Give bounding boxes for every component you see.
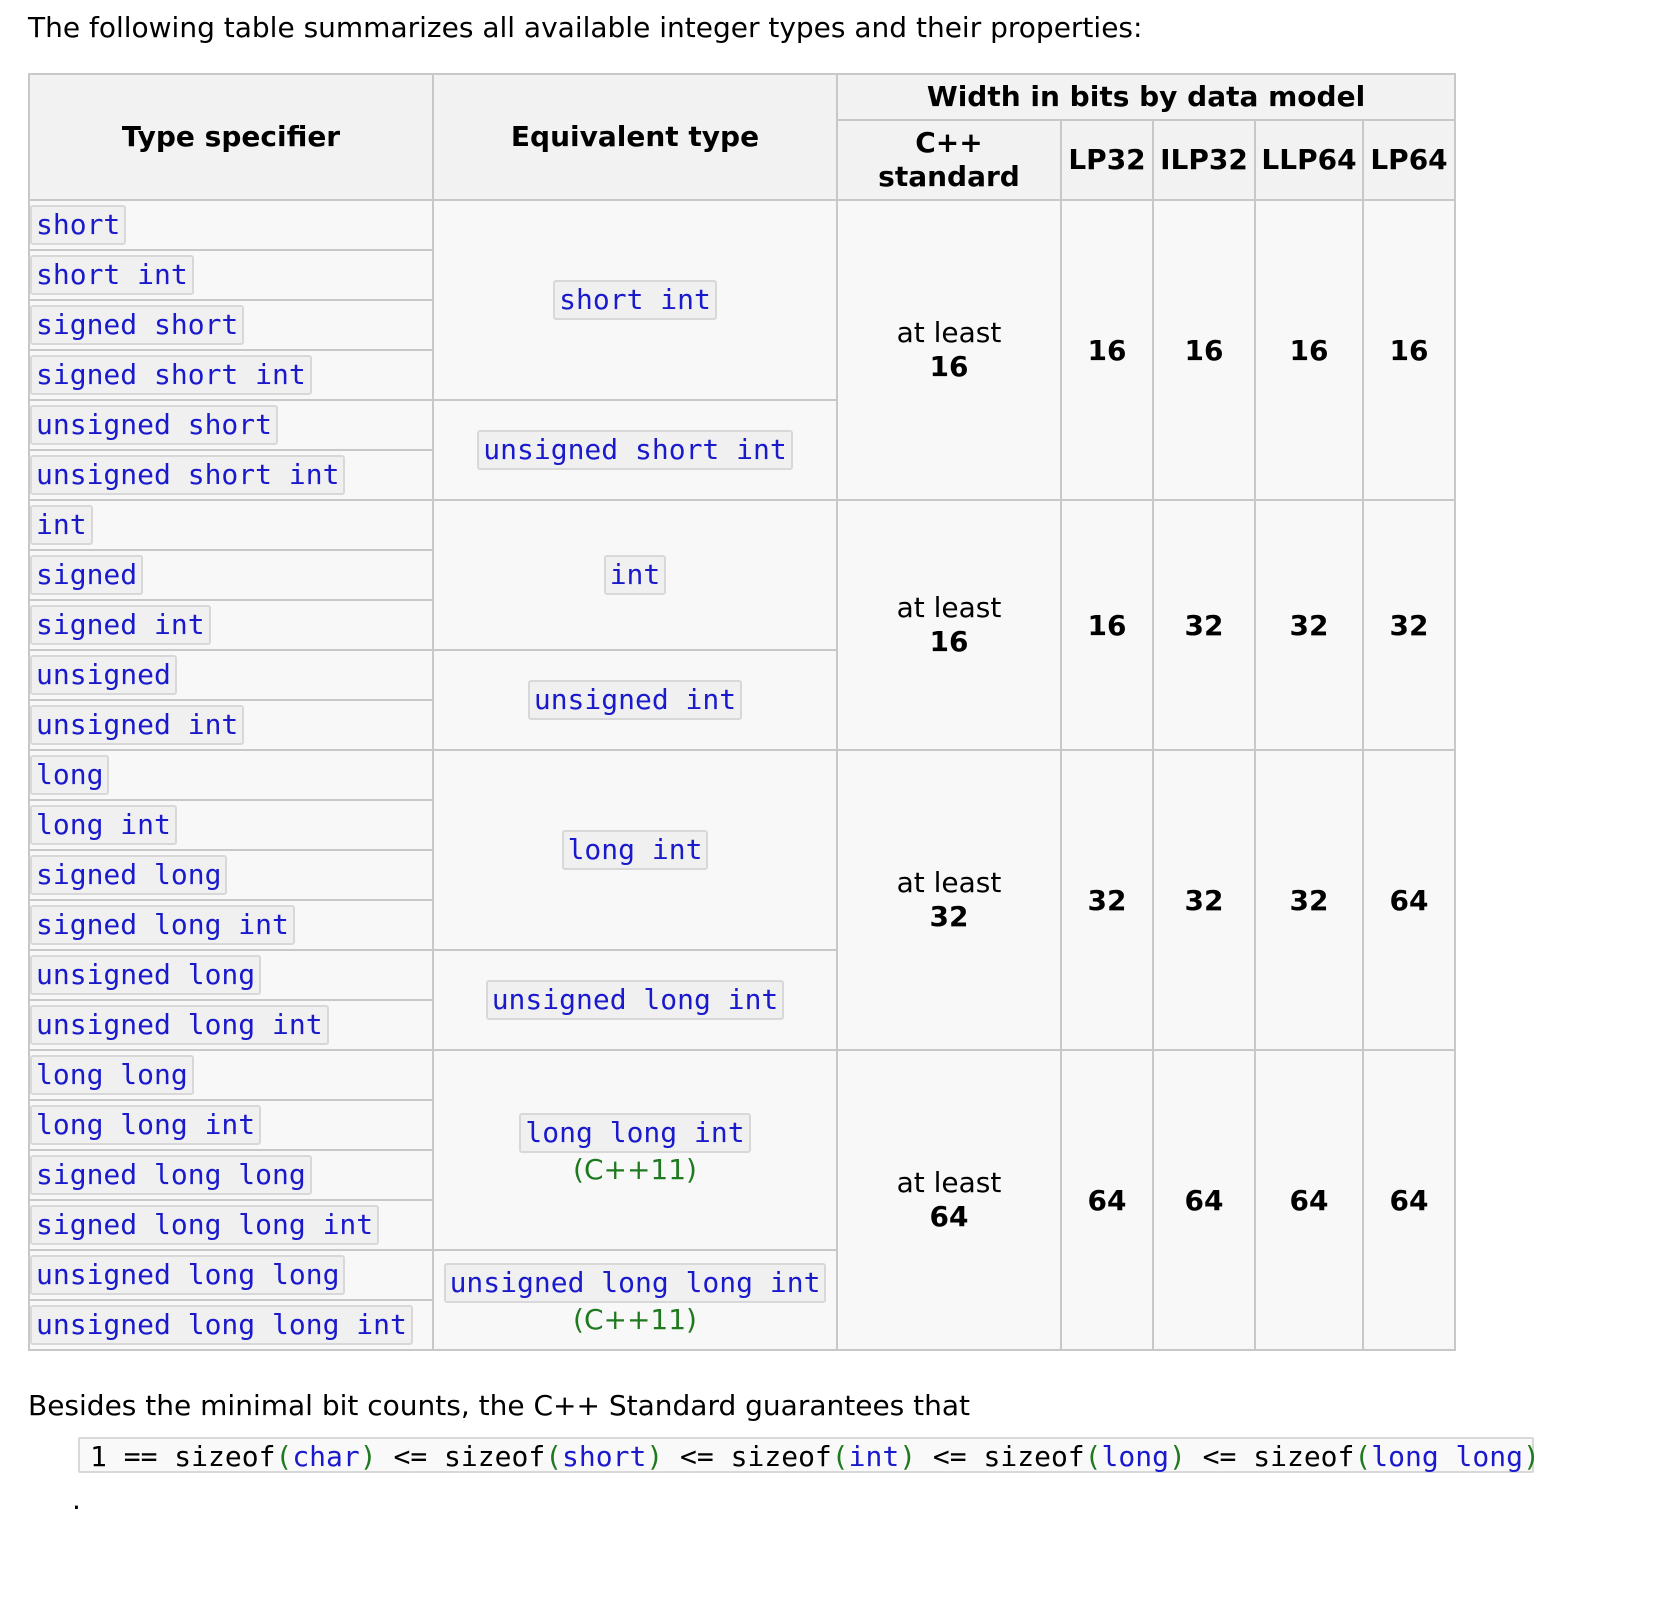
equivalent-type-link[interactable]: unsigned short int: [477, 430, 792, 470]
type-specifier-link[interactable]: int: [30, 505, 93, 545]
header-type-specifier: Type specifier: [29, 74, 433, 200]
width-lp64-cell: 16: [1363, 200, 1455, 500]
type-specifier-link[interactable]: short: [30, 205, 126, 245]
integer-types-table: [28, 73, 1456, 1351]
type-specifier-cell: [29, 900, 433, 950]
cpp-standard-width-cell: [837, 200, 1061, 500]
equivalent-type-link[interactable]: short int: [553, 280, 717, 320]
type-specifier-cell: [29, 750, 433, 800]
equivalent-type-cell: [433, 400, 837, 500]
code-paren: (: [831, 1440, 849, 1473]
width-llp64-cell: 32: [1255, 500, 1363, 750]
type-specifier-link[interactable]: unsigned short int: [30, 455, 345, 495]
code-paren: (: [275, 1440, 293, 1473]
type-specifier-link[interactable]: signed: [30, 555, 143, 595]
code-operator: <= sizeof: [663, 1440, 832, 1473]
code-paren: ): [899, 1440, 917, 1473]
trailing-period: .: [72, 1483, 81, 1516]
minimum-bits-value: 64: [929, 1200, 969, 1233]
equivalent-type-cell: [433, 1250, 837, 1350]
type-specifier-link[interactable]: long int: [30, 805, 177, 845]
code-operator: 1: [90, 1440, 124, 1473]
code-operator: sizeof: [157, 1440, 276, 1473]
type-specifier-link[interactable]: signed long: [30, 855, 227, 895]
equivalent-type-cell: [433, 650, 837, 750]
code-paren: (: [545, 1440, 563, 1473]
width-llp64-cell: 16: [1255, 200, 1363, 500]
type-specifier-cell: [29, 300, 433, 350]
type-specifier-cell: [29, 600, 433, 650]
code-operator: ==: [123, 1440, 158, 1473]
type-specifier-link[interactable]: long long int: [30, 1105, 261, 1145]
code-paren: (: [1084, 1440, 1102, 1473]
code-paren: (: [1354, 1440, 1372, 1473]
type-specifier-link[interactable]: unsigned long long: [30, 1255, 345, 1295]
type-specifier-link[interactable]: signed long long int: [30, 1205, 379, 1245]
type-specifier-cell: [29, 650, 433, 700]
type-specifier-cell: [29, 850, 433, 900]
type-specifier-cell: [29, 550, 433, 600]
type-specifier-link[interactable]: signed long int: [30, 905, 295, 945]
type-specifier-link[interactable]: long: [30, 755, 109, 795]
standard-version-note[interactable]: (C++11): [573, 1303, 697, 1336]
type-specifier-cell: [29, 1050, 433, 1100]
at-least-label: at least: [896, 591, 1002, 624]
table-row: [29, 1050, 1455, 1100]
type-specifier-cell: [29, 250, 433, 300]
code-keyword[interactable]: long: [1101, 1440, 1169, 1473]
equivalent-type-cell: [433, 200, 837, 400]
code-keyword[interactable]: char: [292, 1440, 360, 1473]
at-least-label: at least: [896, 1166, 1002, 1199]
header-cpp-standard-line1: C++: [915, 126, 983, 159]
type-specifier-cell: [29, 1100, 433, 1150]
table-row: [29, 750, 1455, 800]
type-specifier-cell: [29, 700, 433, 750]
type-specifier-cell: [29, 350, 433, 400]
code-paren: ): [359, 1440, 377, 1473]
minimum-bits-value: 16: [929, 350, 969, 383]
header-equivalent-type: Equivalent type: [433, 74, 837, 200]
code-keyword[interactable]: short: [562, 1440, 647, 1473]
code-operator: <= sizeof: [1185, 1440, 1355, 1473]
code-operator: <= sizeof: [916, 1440, 1085, 1473]
width-lp64-cell: 32: [1363, 500, 1455, 750]
header-ilp32: ILP32: [1153, 120, 1255, 200]
type-specifier-link[interactable]: signed short: [30, 305, 244, 345]
type-specifier-cell: [29, 800, 433, 850]
equivalent-type-link[interactable]: unsigned long int: [486, 980, 785, 1020]
table-row: [29, 200, 1455, 250]
width-llp64-cell: 32: [1255, 750, 1363, 1050]
sizeof-guarantee-code: [78, 1437, 1540, 1473]
equivalent-type-link[interactable]: int: [604, 555, 667, 595]
header-cpp-standard: [837, 120, 1061, 200]
equivalent-type-cell: [433, 1050, 837, 1250]
type-specifier-cell: [29, 1000, 433, 1050]
cpp-standard-width-cell: [837, 1050, 1061, 1350]
equivalent-type-link[interactable]: long int: [562, 830, 709, 870]
equivalent-type-cell: [433, 950, 837, 1050]
equivalent-type-link[interactable]: long long int: [519, 1113, 750, 1153]
equivalent-type-cell: [433, 500, 837, 650]
header-llp64: LLP64: [1255, 120, 1363, 200]
width-ilp32-cell: 32: [1153, 500, 1255, 750]
type-specifier-link[interactable]: signed long long: [30, 1155, 312, 1195]
width-lp32-cell: 16: [1061, 200, 1153, 500]
code-keyword[interactable]: int: [848, 1440, 900, 1473]
type-specifier-link[interactable]: signed int: [30, 605, 211, 645]
type-specifier-link[interactable]: unsigned int: [30, 705, 244, 745]
table-body: [29, 200, 1455, 1350]
code-paren: ): [1522, 1440, 1540, 1473]
type-specifier-cell: [29, 1150, 433, 1200]
width-lp32-cell: 16: [1061, 500, 1153, 750]
intro-text: The following table summarizes all available integer types and their properties:: [28, 11, 1143, 44]
type-specifier-link[interactable]: unsigned short: [30, 405, 278, 445]
cpp-standard-width-cell: [837, 750, 1061, 1050]
type-specifier-cell: [29, 1250, 433, 1300]
equivalent-type-link[interactable]: unsigned int: [528, 680, 742, 720]
width-ilp32-cell: 32: [1153, 750, 1255, 1050]
type-specifier-link[interactable]: signed short int: [30, 355, 312, 395]
width-lp64-cell: 64: [1363, 1050, 1455, 1350]
type-specifier-link[interactable]: unsigned long long int: [30, 1305, 413, 1345]
header-lp64: LP64: [1363, 120, 1455, 200]
at-least-label: at least: [896, 316, 1002, 349]
table-row: [29, 500, 1455, 550]
width-lp32-cell: 32: [1061, 750, 1153, 1050]
type-specifier-cell: [29, 1200, 433, 1250]
type-specifier-link[interactable]: unsigned long: [30, 955, 261, 995]
width-ilp32-cell: 64: [1153, 1050, 1255, 1350]
type-specifier-cell: [29, 950, 433, 1000]
code-keyword[interactable]: long long: [1371, 1440, 1523, 1473]
type-specifier-cell: [29, 1300, 433, 1350]
code-operator: <= sizeof: [376, 1440, 546, 1473]
code-paren: ): [646, 1440, 664, 1473]
width-lp64-cell: 64: [1363, 750, 1455, 1050]
header-lp32: LP32: [1061, 120, 1153, 200]
type-specifier-link[interactable]: unsigned long int: [30, 1005, 329, 1045]
type-specifier-cell: [29, 400, 433, 450]
code-paren: ): [1168, 1440, 1186, 1473]
type-specifier-link[interactable]: short int: [30, 255, 194, 295]
header-cpp-standard-line2: standard: [878, 160, 1020, 193]
width-llp64-cell: 64: [1255, 1050, 1363, 1350]
type-specifier-link[interactable]: unsigned: [30, 655, 177, 695]
width-lp32-cell: 64: [1061, 1050, 1153, 1350]
cpp-standard-width-cell: [837, 500, 1061, 750]
minimum-bits-value: 16: [929, 625, 969, 658]
equivalent-type-link[interactable]: unsigned long long int: [444, 1263, 827, 1303]
guarantee-intro: Besides the minimal bit counts, the C++ Standard guarantees that: [28, 1389, 971, 1422]
width-ilp32-cell: 16: [1153, 200, 1255, 500]
type-specifier-cell: [29, 500, 433, 550]
standard-version-note[interactable]: (C++11): [573, 1153, 697, 1186]
type-specifier-link[interactable]: long long: [30, 1055, 194, 1095]
type-specifier-cell: [29, 200, 433, 250]
header-width-group: Width in bits by data model: [837, 74, 1455, 120]
type-specifier-cell: [29, 450, 433, 500]
equivalent-type-cell: [433, 750, 837, 950]
minimum-bits-value: 32: [929, 900, 969, 933]
at-least-label: at least: [896, 866, 1002, 899]
